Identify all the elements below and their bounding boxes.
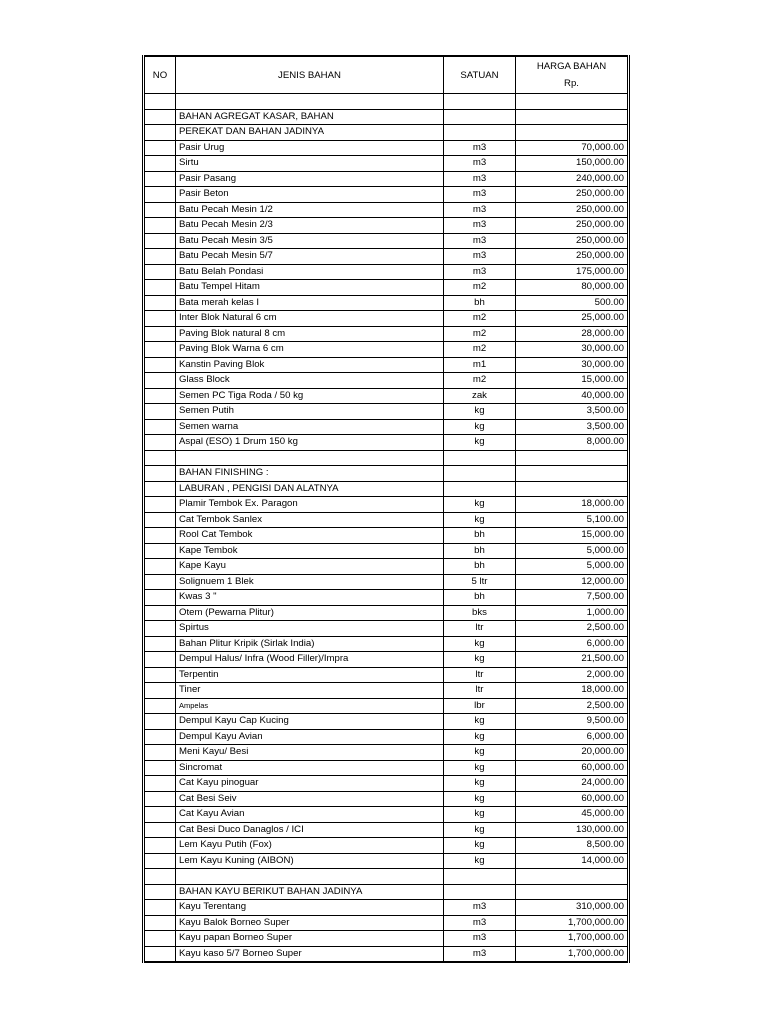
table-row	[144, 807, 629, 823]
cell-jenis-bahan: BAHAN FINISHING :	[176, 466, 444, 482]
cell-no	[144, 373, 176, 389]
cell-harga: 18,000.00	[516, 683, 629, 699]
cell-no	[144, 140, 176, 156]
cell-harga: 1,700,000.00	[516, 946, 629, 962]
cell-no	[144, 605, 176, 621]
cell-harga: 175,000.00	[516, 264, 629, 280]
cell-jenis-bahan: Dempul Halus/ Infra (Wood Filler)/Impra	[176, 652, 444, 668]
cell-harga: 80,000.00	[516, 280, 629, 296]
cell-harga: 18,000.00	[516, 497, 629, 513]
cell-no	[144, 915, 176, 931]
cell-no	[144, 357, 176, 373]
cell-harga: 12,000.00	[516, 574, 629, 590]
cell-jenis-bahan	[176, 869, 444, 885]
cell-harga	[516, 481, 629, 497]
cell-satuan: m3	[444, 187, 516, 203]
cell-jenis-bahan: Batu Pecah Mesin 3/5	[176, 233, 444, 249]
table-row	[144, 729, 629, 745]
cell-harga: 8,000.00	[516, 435, 629, 451]
cell-no	[144, 249, 176, 265]
cell-no	[144, 900, 176, 916]
cell-satuan: lbr	[444, 698, 516, 714]
cell-satuan: m3	[444, 202, 516, 218]
cell-harga: 2,000.00	[516, 667, 629, 683]
cell-harga: 310,000.00	[516, 900, 629, 916]
cell-satuan: m2	[444, 373, 516, 389]
cell-harga: 150,000.00	[516, 156, 629, 172]
table-row	[144, 233, 629, 249]
table-body	[144, 94, 629, 963]
table-header	[144, 56, 629, 94]
cell-no	[144, 807, 176, 823]
header-harga-bahan	[516, 56, 629, 94]
table-row	[144, 264, 629, 280]
table-row	[144, 543, 629, 559]
cell-jenis-bahan	[176, 94, 444, 110]
cell-jenis-bahan: Cat Besi Seiv	[176, 791, 444, 807]
cell-no	[144, 667, 176, 683]
table-row	[144, 853, 629, 869]
table-row	[144, 326, 629, 342]
cell-satuan: m1	[444, 357, 516, 373]
cell-no	[144, 311, 176, 327]
cell-harga: 30,000.00	[516, 342, 629, 358]
table-row	[144, 512, 629, 528]
cell-no	[144, 729, 176, 745]
cell-satuan: zak	[444, 388, 516, 404]
cell-jenis-bahan: Sirtu	[176, 156, 444, 172]
cell-satuan: ltr	[444, 621, 516, 637]
cell-satuan: kg	[444, 745, 516, 761]
cell-harga: 2,500.00	[516, 698, 629, 714]
table-row	[144, 838, 629, 854]
header-jenis-bahan: JENIS BAHAN	[176, 56, 444, 94]
blank-row	[144, 869, 629, 885]
table-row	[144, 404, 629, 420]
cell-jenis-bahan: Cat Besi Duco Danaglos / ICI	[176, 822, 444, 838]
header-satuan: SATUAN	[444, 56, 516, 94]
cell-jenis-bahan: Cat Kayu pinoguar	[176, 776, 444, 792]
cell-no	[144, 698, 176, 714]
cell-no	[144, 171, 176, 187]
cell-satuan: 5 ltr	[444, 574, 516, 590]
cell-no	[144, 543, 176, 559]
cell-harga: 3,500.00	[516, 419, 629, 435]
table-row	[144, 171, 629, 187]
cell-no	[144, 869, 176, 885]
table-row	[144, 931, 629, 947]
table-row	[144, 218, 629, 234]
cell-satuan: m3	[444, 233, 516, 249]
cell-no	[144, 512, 176, 528]
cell-satuan: kg	[444, 791, 516, 807]
section-row	[144, 481, 629, 497]
cell-satuan: ltr	[444, 683, 516, 699]
cell-no	[144, 109, 176, 125]
cell-jenis-bahan: Kape Tembok	[176, 543, 444, 559]
cell-jenis-bahan: Inter Blok Natural 6 cm	[176, 311, 444, 327]
table-row	[144, 574, 629, 590]
cell-satuan: kg	[444, 404, 516, 420]
cell-satuan: m3	[444, 156, 516, 172]
table-row	[144, 295, 629, 311]
cell-jenis-bahan: PEREKAT DAN BAHAN JADINYA	[176, 125, 444, 141]
cell-harga: 24,000.00	[516, 776, 629, 792]
cell-harga	[516, 125, 629, 141]
cell-jenis-bahan: Batu Pecah Mesin 2/3	[176, 218, 444, 234]
cell-satuan: kg	[444, 636, 516, 652]
cell-no	[144, 280, 176, 296]
cell-jenis-bahan: Pasir Urug	[176, 140, 444, 156]
cell-jenis-bahan: Paving Blok natural 8 cm	[176, 326, 444, 342]
cell-jenis-bahan: BAHAN KAYU BERIKUT BAHAN JADINYA	[176, 884, 444, 900]
cell-satuan: m3	[444, 931, 516, 947]
cell-satuan: bh	[444, 543, 516, 559]
cell-harga: 240,000.00	[516, 171, 629, 187]
cell-no	[144, 853, 176, 869]
cell-satuan: m2	[444, 280, 516, 296]
table-row	[144, 683, 629, 699]
cell-jenis-bahan: Dempul Kayu Cap Kucing	[176, 714, 444, 730]
cell-jenis-bahan: Pasir Pasang	[176, 171, 444, 187]
cell-jenis-bahan: Kayu Balok Borneo Super	[176, 915, 444, 931]
cell-jenis-bahan: Glass Block	[176, 373, 444, 389]
cell-satuan: m3	[444, 946, 516, 962]
cell-jenis-bahan: Kwas 3 "	[176, 590, 444, 606]
cell-satuan: kg	[444, 776, 516, 792]
cell-satuan: m3	[444, 264, 516, 280]
cell-satuan: m3	[444, 900, 516, 916]
cell-satuan: kg	[444, 838, 516, 854]
cell-jenis-bahan: Pasir Beton	[176, 187, 444, 203]
cell-no	[144, 714, 176, 730]
cell-no	[144, 776, 176, 792]
cell-jenis-bahan: LABURAN , PENGISI DAN ALATNYA	[176, 481, 444, 497]
cell-jenis-bahan: Lem Kayu Kuning (AIBON)	[176, 853, 444, 869]
cell-no	[144, 590, 176, 606]
cell-jenis-bahan: Kayu papan Borneo Super	[176, 931, 444, 947]
cell-jenis-bahan: Batu Pecah Mesin 1/2	[176, 202, 444, 218]
table-row	[144, 202, 629, 218]
cell-satuan: m3	[444, 171, 516, 187]
cell-harga	[516, 884, 629, 900]
cell-harga: 1,700,000.00	[516, 931, 629, 947]
price-table	[142, 55, 630, 963]
table-row	[144, 900, 629, 916]
cell-satuan: kg	[444, 652, 516, 668]
cell-jenis-bahan: Batu Tempel Hitam	[176, 280, 444, 296]
cell-jenis-bahan: Spirtus	[176, 621, 444, 637]
table-row	[144, 714, 629, 730]
table-row	[144, 915, 629, 931]
cell-satuan: kg	[444, 760, 516, 776]
cell-no	[144, 218, 176, 234]
table-row	[144, 528, 629, 544]
cell-jenis-bahan: Cat Tembok Sanlex	[176, 512, 444, 528]
table-row	[144, 760, 629, 776]
cell-no	[144, 233, 176, 249]
cell-harga: 2,500.00	[516, 621, 629, 637]
cell-satuan	[444, 869, 516, 885]
cell-jenis-bahan: Semen warna	[176, 419, 444, 435]
cell-jenis-bahan: Kayu Terentang	[176, 900, 444, 916]
table-row	[144, 791, 629, 807]
table-row	[144, 667, 629, 683]
cell-no	[144, 621, 176, 637]
table-row	[144, 357, 629, 373]
cell-jenis-bahan	[176, 450, 444, 466]
cell-harga: 45,000.00	[516, 807, 629, 823]
table-row	[144, 435, 629, 451]
cell-no	[144, 419, 176, 435]
cell-satuan: kg	[444, 714, 516, 730]
cell-harga: 1,700,000.00	[516, 915, 629, 931]
cell-no	[144, 822, 176, 838]
cell-harga: 15,000.00	[516, 373, 629, 389]
cell-no	[144, 636, 176, 652]
cell-satuan: kg	[444, 853, 516, 869]
cell-satuan: bh	[444, 528, 516, 544]
cell-satuan: bh	[444, 559, 516, 575]
cell-satuan	[444, 450, 516, 466]
cell-satuan	[444, 466, 516, 482]
section-row	[144, 125, 629, 141]
cell-satuan	[444, 125, 516, 141]
table-row	[144, 280, 629, 296]
cell-harga: 250,000.00	[516, 218, 629, 234]
cell-satuan: kg	[444, 435, 516, 451]
table-row	[144, 156, 629, 172]
table-row	[144, 822, 629, 838]
cell-harga: 7,500.00	[516, 590, 629, 606]
cell-harga: 5,000.00	[516, 543, 629, 559]
cell-harga: 40,000.00	[516, 388, 629, 404]
cell-no	[144, 466, 176, 482]
cell-no	[144, 745, 176, 761]
cell-harga: 30,000.00	[516, 357, 629, 373]
cell-jenis-bahan: Paving Blok Warna 6 cm	[176, 342, 444, 358]
cell-satuan: ltr	[444, 667, 516, 683]
cell-no	[144, 559, 176, 575]
cell-harga: 9,500.00	[516, 714, 629, 730]
cell-harga: 6,000.00	[516, 729, 629, 745]
cell-no	[144, 202, 176, 218]
header-harga-line1: HARGA BAHAN	[536, 61, 607, 72]
table-row	[144, 636, 629, 652]
cell-no	[144, 683, 176, 699]
cell-satuan: kg	[444, 419, 516, 435]
cell-satuan	[444, 884, 516, 900]
cell-harga: 250,000.00	[516, 187, 629, 203]
cell-harga: 8,500.00	[516, 838, 629, 854]
cell-jenis-bahan: Bahan Plitur Kripik (Sirlak India)	[176, 636, 444, 652]
table-row	[144, 187, 629, 203]
cell-no	[144, 946, 176, 962]
cell-jenis-bahan: Otem (Pewarna Plitur)	[176, 605, 444, 621]
cell-harga	[516, 869, 629, 885]
cell-harga: 6,000.00	[516, 636, 629, 652]
header-no: NO	[144, 56, 176, 94]
cell-jenis-bahan: Bata merah kelas I	[176, 295, 444, 311]
cell-satuan: m3	[444, 249, 516, 265]
table-row	[144, 249, 629, 265]
cell-no	[144, 574, 176, 590]
cell-jenis-bahan: Terpentin	[176, 667, 444, 683]
cell-jenis-bahan: Tiner	[176, 683, 444, 699]
blank-row	[144, 94, 629, 110]
cell-no	[144, 450, 176, 466]
cell-harga: 250,000.00	[516, 249, 629, 265]
cell-no	[144, 295, 176, 311]
cell-jenis-bahan: Plamir Tembok Ex. Paragon	[176, 497, 444, 513]
cell-jenis-bahan: Batu Pecah Mesin 5/7	[176, 249, 444, 265]
cell-no	[144, 187, 176, 203]
cell-jenis-bahan: Sincromat	[176, 760, 444, 776]
cell-harga: 15,000.00	[516, 528, 629, 544]
cell-satuan: kg	[444, 512, 516, 528]
cell-harga: 5,100.00	[516, 512, 629, 528]
table-row	[144, 140, 629, 156]
cell-satuan: kg	[444, 822, 516, 838]
cell-satuan: bks	[444, 605, 516, 621]
cell-jenis-bahan: Solignuem 1 Blek	[176, 574, 444, 590]
section-row	[144, 109, 629, 125]
cell-no	[144, 791, 176, 807]
table-row	[144, 342, 629, 358]
cell-no	[144, 497, 176, 513]
cell-no	[144, 388, 176, 404]
cell-harga: 250,000.00	[516, 202, 629, 218]
cell-no	[144, 931, 176, 947]
cell-harga	[516, 466, 629, 482]
cell-harga: 5,000.00	[516, 559, 629, 575]
cell-no	[144, 342, 176, 358]
cell-harga: 21,500.00	[516, 652, 629, 668]
header-harga-line2: Rp.	[564, 78, 579, 89]
section-row	[144, 884, 629, 900]
blank-row	[144, 450, 629, 466]
cell-jenis-bahan: Aspal (ESO) 1 Drum 150 kg	[176, 435, 444, 451]
cell-harga	[516, 94, 629, 110]
table-row	[144, 946, 629, 962]
cell-satuan: m2	[444, 311, 516, 327]
cell-satuan: m3	[444, 140, 516, 156]
cell-no	[144, 838, 176, 854]
table-row	[144, 652, 629, 668]
cell-jenis-bahan: Semen Putih	[176, 404, 444, 420]
cell-no	[144, 404, 176, 420]
cell-jenis-bahan: BAHAN AGREGAT KASAR, BAHAN	[176, 109, 444, 125]
table-row	[144, 605, 629, 621]
cell-no	[144, 326, 176, 342]
cell-harga: 14,000.00	[516, 853, 629, 869]
cell-satuan: kg	[444, 497, 516, 513]
cell-satuan: m2	[444, 342, 516, 358]
table-row	[144, 590, 629, 606]
table-row	[144, 698, 629, 714]
cell-harga: 60,000.00	[516, 791, 629, 807]
cell-harga: 28,000.00	[516, 326, 629, 342]
cell-jenis-bahan: Kape Kayu	[176, 559, 444, 575]
cell-harga	[516, 450, 629, 466]
cell-harga: 250,000.00	[516, 233, 629, 249]
cell-satuan: bh	[444, 590, 516, 606]
cell-jenis-bahan: Rool Cat Tembok	[176, 528, 444, 544]
cell-no	[144, 760, 176, 776]
cell-harga	[516, 109, 629, 125]
table-row	[144, 311, 629, 327]
cell-satuan	[444, 109, 516, 125]
cell-satuan: m3	[444, 915, 516, 931]
cell-satuan	[444, 481, 516, 497]
cell-jenis-bahan: Ampelas	[176, 698, 444, 714]
cell-no	[144, 528, 176, 544]
cell-jenis-bahan: Cat Kayu Avian	[176, 807, 444, 823]
cell-harga: 1,000.00	[516, 605, 629, 621]
cell-jenis-bahan: Kanstin Paving Blok	[176, 357, 444, 373]
cell-harga: 130,000.00	[516, 822, 629, 838]
cell-satuan: m3	[444, 218, 516, 234]
cell-no	[144, 435, 176, 451]
cell-satuan	[444, 94, 516, 110]
cell-jenis-bahan: Lem Kayu Putih (Fox)	[176, 838, 444, 854]
cell-jenis-bahan: Dempul Kayu Avian	[176, 729, 444, 745]
table-row	[144, 621, 629, 637]
cell-harga: 3,500.00	[516, 404, 629, 420]
table-row	[144, 776, 629, 792]
table-row	[144, 373, 629, 389]
cell-no	[144, 652, 176, 668]
cell-no	[144, 156, 176, 172]
cell-no	[144, 264, 176, 280]
cell-harga: 60,000.00	[516, 760, 629, 776]
cell-harga: 70,000.00	[516, 140, 629, 156]
cell-jenis-bahan: Batu Belah Pondasi	[176, 264, 444, 280]
cell-no	[144, 125, 176, 141]
cell-jenis-bahan: Kayu kaso 5/7 Borneo Super	[176, 946, 444, 962]
table-row	[144, 388, 629, 404]
table-row	[144, 419, 629, 435]
section-row	[144, 466, 629, 482]
cell-satuan: m2	[444, 326, 516, 342]
table-row	[144, 559, 629, 575]
cell-jenis-bahan: Semen PC Tiga Roda / 50 kg	[176, 388, 444, 404]
cell-no	[144, 94, 176, 110]
table-row	[144, 745, 629, 761]
cell-no	[144, 884, 176, 900]
cell-no	[144, 481, 176, 497]
cell-satuan: kg	[444, 807, 516, 823]
table-row	[144, 497, 629, 513]
cell-harga: 25,000.00	[516, 311, 629, 327]
cell-harga: 500.00	[516, 295, 629, 311]
cell-satuan: bh	[444, 295, 516, 311]
cell-satuan: kg	[444, 729, 516, 745]
cell-jenis-bahan: Meni Kayu/ Besi	[176, 745, 444, 761]
cell-harga: 20,000.00	[516, 745, 629, 761]
